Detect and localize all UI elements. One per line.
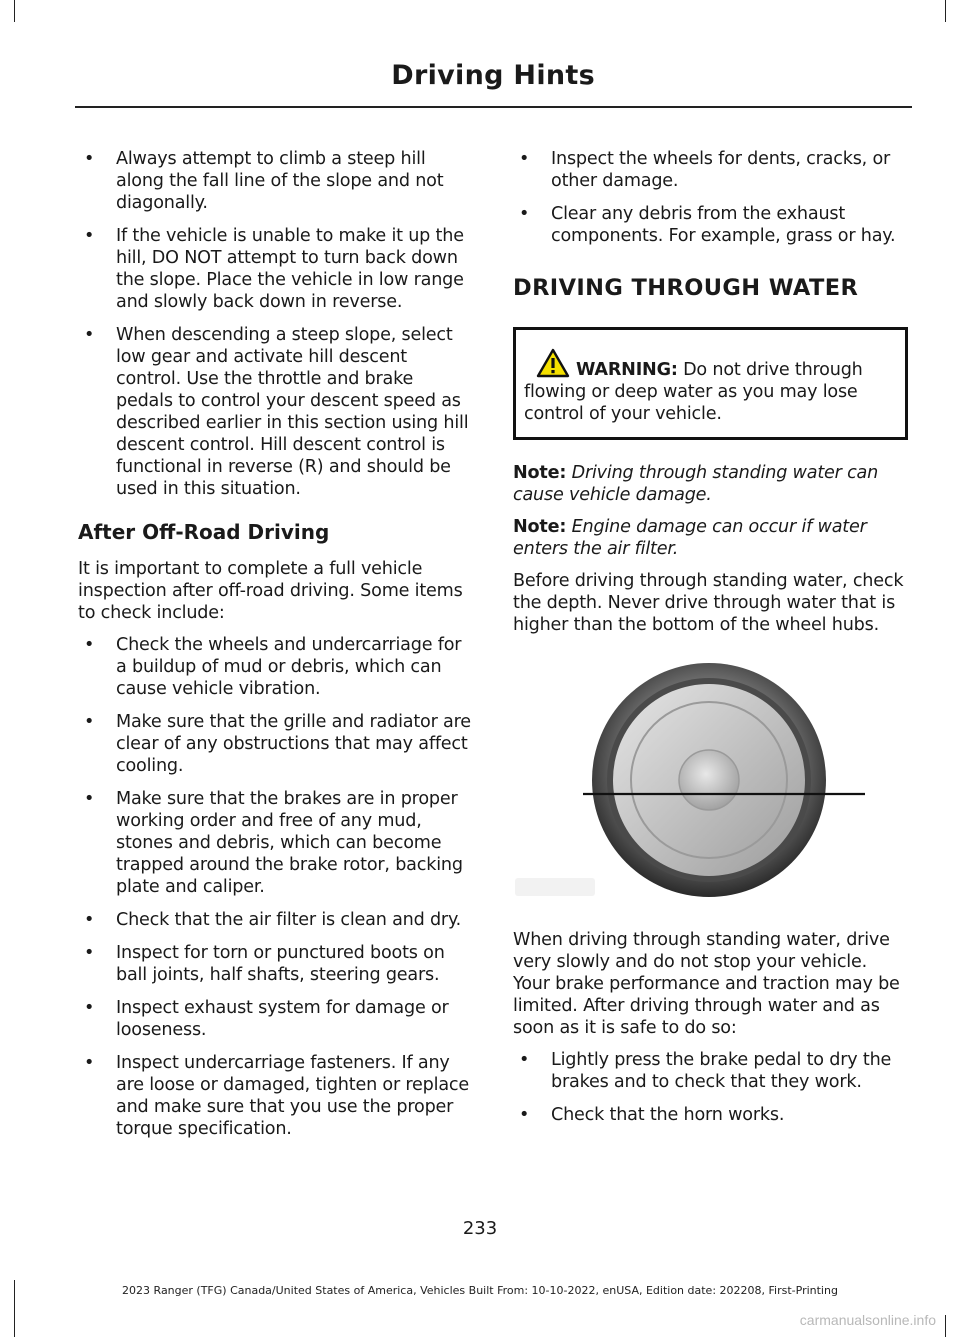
list-item: • Inspect undercarriage fasteners. If any are loose or damaged, tighten or replace and make sure that you use the proper torque specification. [84, 1053, 470, 1139]
list-item: • Inspect the wheels for dents, cracks, or other damage. [519, 149, 891, 191]
figure-code-label [515, 878, 595, 896]
header-divider [75, 106, 912, 108]
warning-label: WARNING: [576, 360, 678, 380]
depth-check-paragraph: Before driving through standing water, check the depth. Never drive through water that is higher than the bottom of the wheel hubs. [513, 571, 904, 635]
wheel-hub-illustration [513, 646, 908, 921]
page-title: Driving Hints [391, 60, 595, 91]
inspection-list [78, 634, 473, 1140]
list-item: • If the vehicle is unable to make it up the hill, DO NOT attempt to turn back down the slope. Place the vehicle in low range and slowly back down in reverse. [84, 226, 464, 312]
section-heading-driving-through-water: DRIVING THROUGH WATER [513, 275, 859, 301]
warning-box [513, 327, 908, 440]
list-item: • Lightly press the brake pedal to dry the brakes and to check that they work. [519, 1050, 892, 1092]
left-column [78, 148, 473, 1151]
list-item: • Check that the horn works. [519, 1105, 785, 1125]
subheading-after-off-road: After Off-Road Driving [78, 520, 330, 544]
wheel-check-list [513, 148, 908, 247]
crop-mark-top-left [14, 0, 15, 22]
watermark: carmanualsonline.info [799, 1312, 936, 1328]
right-column [513, 148, 908, 1137]
list-item: • Inspect for torn or punctured boots on ball joints, half shafts, steering gears. [84, 943, 445, 985]
warning-text: Do not drive through flowing or deep water as you may lose control of your vehicle. [524, 360, 863, 424]
footer-edition-info: 2023 Ranger (TFG) Canada/United States of America, Vehicles Built From: 10-10-2022, enUSA, Edition date: 202208, First-Printing [122, 1284, 838, 1297]
list-item: • Check that the air filter is clean and dry. [84, 910, 462, 930]
warning-triangle-icon [536, 348, 570, 378]
list-item: • Make sure that the grille and radiator are clear of any obstructions that may affect cooling. [84, 712, 471, 776]
after-water-list [513, 1049, 908, 1126]
hill-climb-list [78, 148, 473, 500]
note-standing-water: Note: Driving through standing water can cause vehicle damage. [513, 463, 879, 505]
list-item: • Always attempt to climb a steep hill along the fall line of the slope and not diagonally. [84, 149, 444, 213]
driving-water-paragraph: When driving through standing water, drive very slowly and do not stop your vehicle. Your brake performance and traction may be limited. After driving through water and as soon as it is safe to do so: [513, 930, 900, 1038]
list-item: • Make sure that the brakes are in proper working order and free of any mud, stones and debris, which can become trapped around the brake rotor, backing plate and caliper. [84, 789, 463, 897]
list-item: • Check the wheels and undercarriage for a buildup of mud or debris, which can cause vehicle vibration. [84, 635, 462, 699]
hub-cap [679, 750, 739, 810]
list-item: • When descending a steep slope, select low gear and activate hill descent control. Use the throttle and brake pedals to control your descent speed as described earlier in this section using hill descent control. Hill descent control is functional in reverse (R) and should be used in this situation. [84, 325, 469, 499]
crop-mark-bottom-right [945, 1315, 946, 1337]
crop-mark-top-right [945, 0, 946, 22]
page-number: 233 [462, 1218, 498, 1239]
inspection-intro: It is important to complete a full vehicle inspection after off-road driving. Some items to check include: [78, 559, 463, 623]
list-item: • Clear any debris from the exhaust components. For example, grass or hay. [519, 204, 896, 246]
note-engine-damage: Note: Engine damage can occur if water enters the air filter. [513, 517, 867, 559]
list-item: • Inspect exhaust system for damage or looseness. [84, 998, 449, 1040]
wheel-water-level-figure [513, 646, 908, 921]
